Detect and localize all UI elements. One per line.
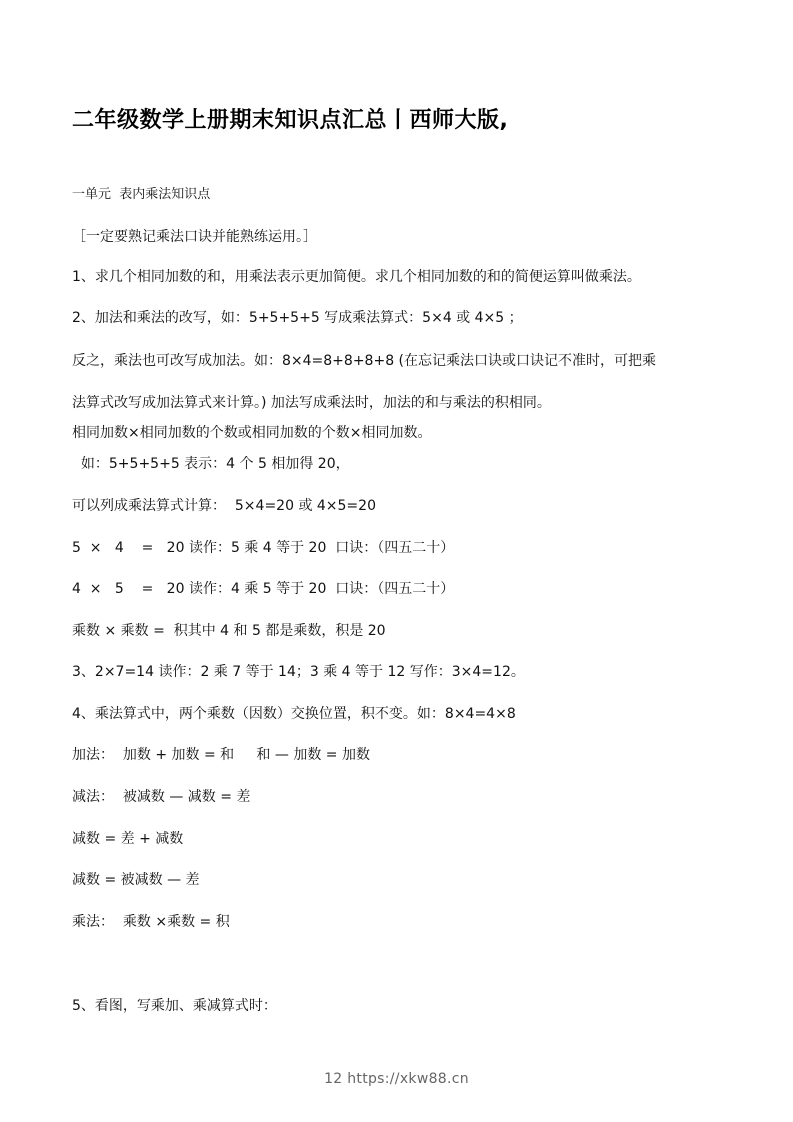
memorize-note: ［一定要熟记乘法口诀并能熟练运用。］	[72, 229, 317, 245]
multiplication-formula: 乘法： 乘数 ×乘数 = 积	[72, 914, 230, 930]
point-2: 2、加法和乘法的改写，如：5+5+5+5 写成乘法算式：5×4 或 4×5 ；	[72, 310, 523, 326]
point-5: 5、看图，写乘加、乘减算式时：	[72, 998, 277, 1014]
point-2-continued: 反之，乘法也可改写成加法。如：8×4=8+8+8+8 (在忘记乘法口诀或口诀记不准时，可把乘	[72, 353, 657, 369]
document-title: 二年级数学上册期末知识点汇总丨西师大版,	[72, 108, 509, 133]
point-2-rule: 相同加数×相同加数的个数或相同加数的个数×相同加数。	[72, 425, 432, 441]
subtrahend-formula-1: 减数 = 差 + 减数	[72, 831, 184, 847]
subtrahend-formula-2: 减数 = 被减数 — 差	[72, 872, 200, 888]
page-footer: 12 https://xkw88.cn	[324, 1071, 469, 1087]
point-4: 4、乘法算式中，两个乘数（因数）交换位置，积不变。如：8×4=4×8	[72, 706, 516, 722]
subtraction-formula: 减法： 被减数 — 减数 = 差	[72, 789, 251, 805]
example-line: 如：5+5+5+5 表示：4 个 5 相加得 20，	[72, 456, 350, 472]
point-2-continued-2: 法算式改写成加法算式来计算。) 加法写成乘法时，加法的和与乘法的积相同。	[72, 395, 551, 411]
unit-heading: 一单元 表内乘法知识点	[72, 187, 211, 202]
point-3: 3、2×7=14 读作：2 乘 7 等于 14；3 乘 4 等于 12 写作：3×4=12。	[72, 664, 525, 680]
point-1: 1、求几个相同加数的和，用乘法表示更加简便。求几个相同加数的和的简便运算叫做乘法。	[72, 269, 641, 285]
reading-line-1: 5 × 4 = 20 读作：5 乘 4 等于 20 口诀：（四五二十）	[72, 540, 455, 556]
reading-line-2: 4 × 5 = 20 读作：4 乘 5 等于 20 口诀：（四五二十）	[72, 581, 455, 597]
addition-formula: 加法： 加数 + 加数 = 和 和 — 加数 = 加数	[72, 747, 370, 763]
example-equation: 可以列成乘法算式计算： 5×4=20 或 4×5=20	[72, 498, 376, 514]
terms-line: 乘数 × 乘数 = 积其中 4 和 5 都是乘数，积是 20	[72, 623, 386, 639]
